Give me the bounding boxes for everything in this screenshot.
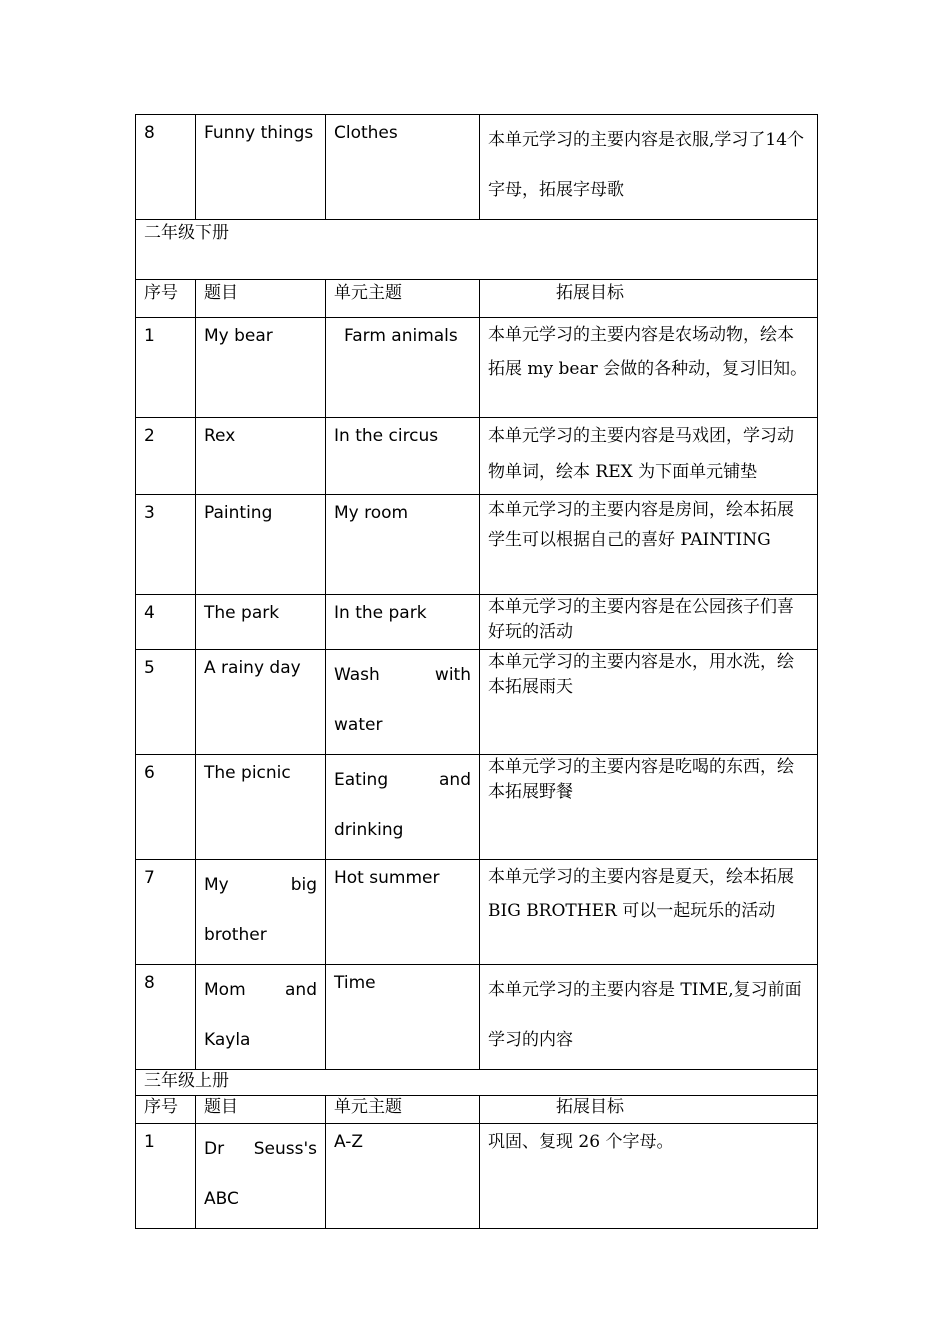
row-title: My bear — [196, 318, 326, 418]
row-number: 3 — [136, 495, 196, 595]
section-heading: 三年级上册 — [136, 1070, 818, 1096]
table-row — [136, 650, 818, 755]
col-header-theme: 单元主题 — [326, 280, 480, 318]
column-header-row — [136, 1096, 818, 1124]
col-header-goal: 拓展目标 — [480, 280, 818, 318]
row-goal: 本单元学习的主要内容是衣服,学习了14个字母，拓展字母歌 — [480, 115, 818, 220]
table-row — [136, 418, 818, 495]
row-title: The park — [196, 595, 326, 650]
column-header-row — [136, 280, 818, 318]
row-theme: In the circus — [326, 418, 480, 495]
row-goal: 巩固、复现 26 个字母。 — [480, 1124, 818, 1229]
row-number: 8 — [136, 965, 196, 1070]
row-goal: 本单元学习的主要内容是在公园孩子们喜好玩的活动 — [480, 595, 818, 650]
row-number: 8 — [136, 115, 196, 220]
row-goal: 本单元学习的主要内容是 TIME,复习前面学习的内容 — [480, 965, 818, 1070]
row-theme: Clothes — [326, 115, 480, 220]
table-row — [136, 495, 818, 595]
row-theme: Time — [326, 965, 480, 1070]
col-header-title: 题目 — [196, 1096, 326, 1124]
row-goal: 本单元学习的主要内容是房间，绘本拓展学生可以根据自己的喜好 PAINTING — [480, 495, 818, 595]
table-row — [136, 595, 818, 650]
table-row — [136, 860, 818, 965]
curriculum-table — [135, 114, 818, 1229]
row-title: Rex — [196, 418, 326, 495]
col-header-theme: 单元主题 — [326, 1096, 480, 1124]
table-row — [136, 1124, 818, 1229]
row-title: A rainy day — [196, 650, 326, 755]
row-number: 6 — [136, 755, 196, 860]
table-row — [136, 755, 818, 860]
row-title: Dr Seuss's ABC — [196, 1124, 326, 1229]
table-row — [136, 318, 818, 418]
row-title: Mom and Kayla — [196, 965, 326, 1070]
row-theme: Hot summer — [326, 860, 480, 965]
row-goal: 本单元学习的主要内容是马戏团，学习动物单词，绘本 REX 为下面单元铺垫 — [480, 418, 818, 495]
row-number: 2 — [136, 418, 196, 495]
table-row — [136, 115, 818, 220]
row-goal: 本单元学习的主要内容是水，用水洗，绘本拓展雨天 — [480, 650, 818, 755]
col-header-title: 题目 — [196, 280, 326, 318]
row-goal: 本单元学习的主要内容是夏天，绘本拓展 BIG BROTHER 可以一起玩乐的活动 — [480, 860, 818, 965]
section-heading: 二年级下册 — [136, 220, 818, 280]
row-theme: My room — [326, 495, 480, 595]
row-theme: Farm animals — [326, 318, 480, 418]
row-number: 1 — [136, 318, 196, 418]
row-goal: 本单元学习的主要内容是吃喝的东西，绘本拓展野餐 — [480, 755, 818, 860]
table-row — [136, 965, 818, 1070]
row-number: 4 — [136, 595, 196, 650]
row-number: 5 — [136, 650, 196, 755]
row-title: Painting — [196, 495, 326, 595]
row-theme: A-Z — [326, 1124, 480, 1229]
section-heading-row — [136, 1070, 818, 1096]
row-title: The picnic — [196, 755, 326, 860]
row-goal: 本单元学习的主要内容是农场动物，绘本拓展 my bear 会做的各种动，复习旧知。 — [480, 318, 818, 418]
row-title: My big brother — [196, 860, 326, 965]
section-heading-row — [136, 220, 818, 280]
col-header-no: 序号 — [136, 280, 196, 318]
row-number: 7 — [136, 860, 196, 965]
col-header-no: 序号 — [136, 1096, 196, 1124]
row-theme: In the park — [326, 595, 480, 650]
row-theme: Eating and drinking — [326, 755, 480, 860]
row-number: 1 — [136, 1124, 196, 1229]
row-theme: Wash with water — [326, 650, 480, 755]
row-title: Funny things — [196, 115, 326, 220]
col-header-goal: 拓展目标 — [480, 1096, 818, 1124]
